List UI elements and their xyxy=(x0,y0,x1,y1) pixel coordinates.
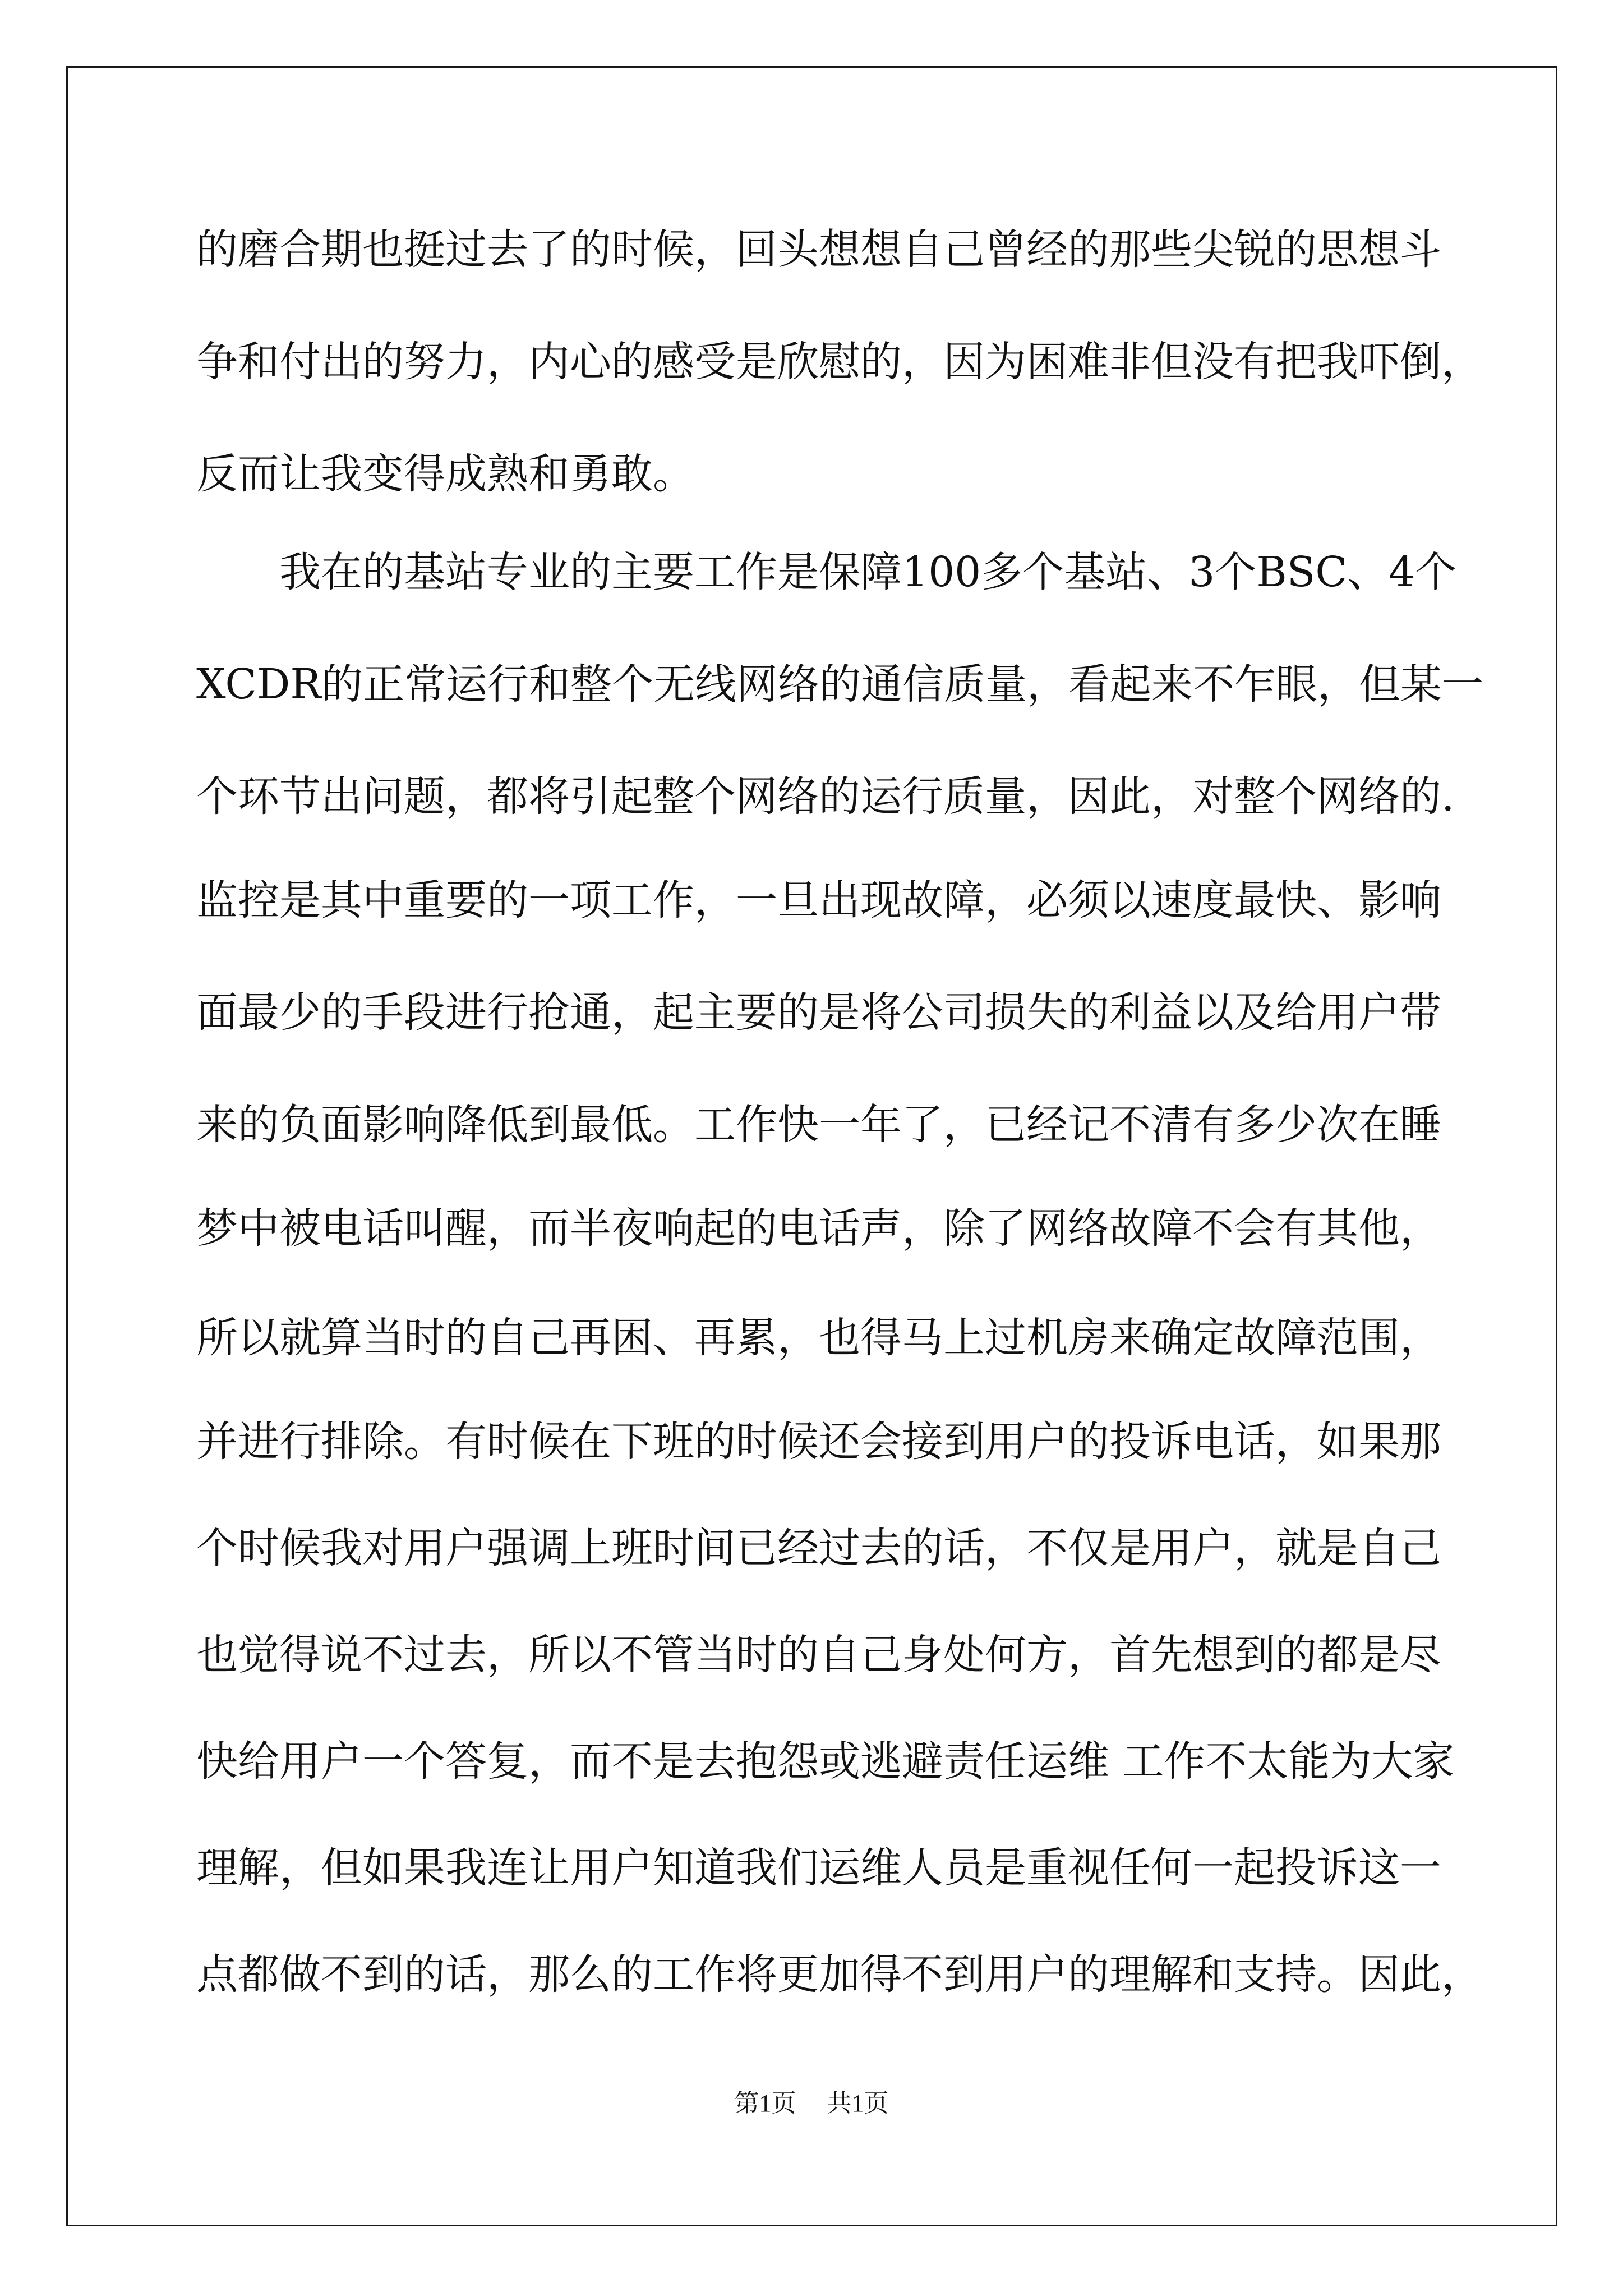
body-line: XCDR的正常运行和整个无线网络的通信质量，看起来不乍眼，但某一 xyxy=(196,660,1484,708)
body-line: 来的负面影响降低到最低。工作快一年了，已经记不清有多少次在睡 xyxy=(196,1101,1441,1149)
body-line: 快给用户一个答复，而不是去抱怨或逃避责任运维 工作不太能为大家 xyxy=(196,1737,1455,1786)
body-line: 并进行排除。有时候在下班的时候还会接到用户的投诉电话，如果那 xyxy=(196,1418,1441,1466)
page-number: 第1页 xyxy=(734,2090,796,2117)
body-line: 也觉得说不过去，所以不管当时的自己身处何方，首先想到的都是尽 xyxy=(196,1631,1441,1679)
body-line: 梦中被电话叫醒，而半夜响起的电话声，除了网络故障不会有其他， xyxy=(196,1204,1441,1253)
body-line: 面最少的手段进行抢通，起主要的是将公司损失的利益以及给用户带 xyxy=(196,988,1441,1037)
body-line: 监控是其中重要的一项工作，一旦出现故障，必须以速度最快、影响 xyxy=(196,876,1441,924)
body-line: 个环节出问题，都将引起整个网络的运行质量，因此，对整个网络的. xyxy=(196,772,1455,821)
body-line: 理解，但如果我连让用户知道我们运维人员是重视任何一起投诉这一 xyxy=(196,1844,1441,1892)
body-line: 我在的基站专业的主要工作是保障100多个基站、3个BSC、4个 xyxy=(196,548,1457,596)
body-line: 的磨合期也挺过去了的时候，回头想想自己曾经的那些尖锐的思想斗 xyxy=(196,226,1441,274)
body-line: 个时候我对用户强调上班时间已经过去的话，不仅是用户，就是自己 xyxy=(196,1524,1441,1572)
body-line: 点都做不到的话，那么的工作将更加得不到用户的理解和支持。因此， xyxy=(196,1950,1483,1999)
body-line: 争和付出的努力，内心的感受是欣慰的，因为困难非但没有把我吓倒， xyxy=(196,338,1483,386)
body-line: 所以就算当时的自己再困、再累，也得马上过机房来确定故障范围， xyxy=(196,1314,1441,1362)
page-footer xyxy=(0,2087,1623,2120)
page-total: 共1页 xyxy=(827,2090,889,2117)
body-line: 反而让我变得成熟和勇敢。 xyxy=(196,450,694,498)
